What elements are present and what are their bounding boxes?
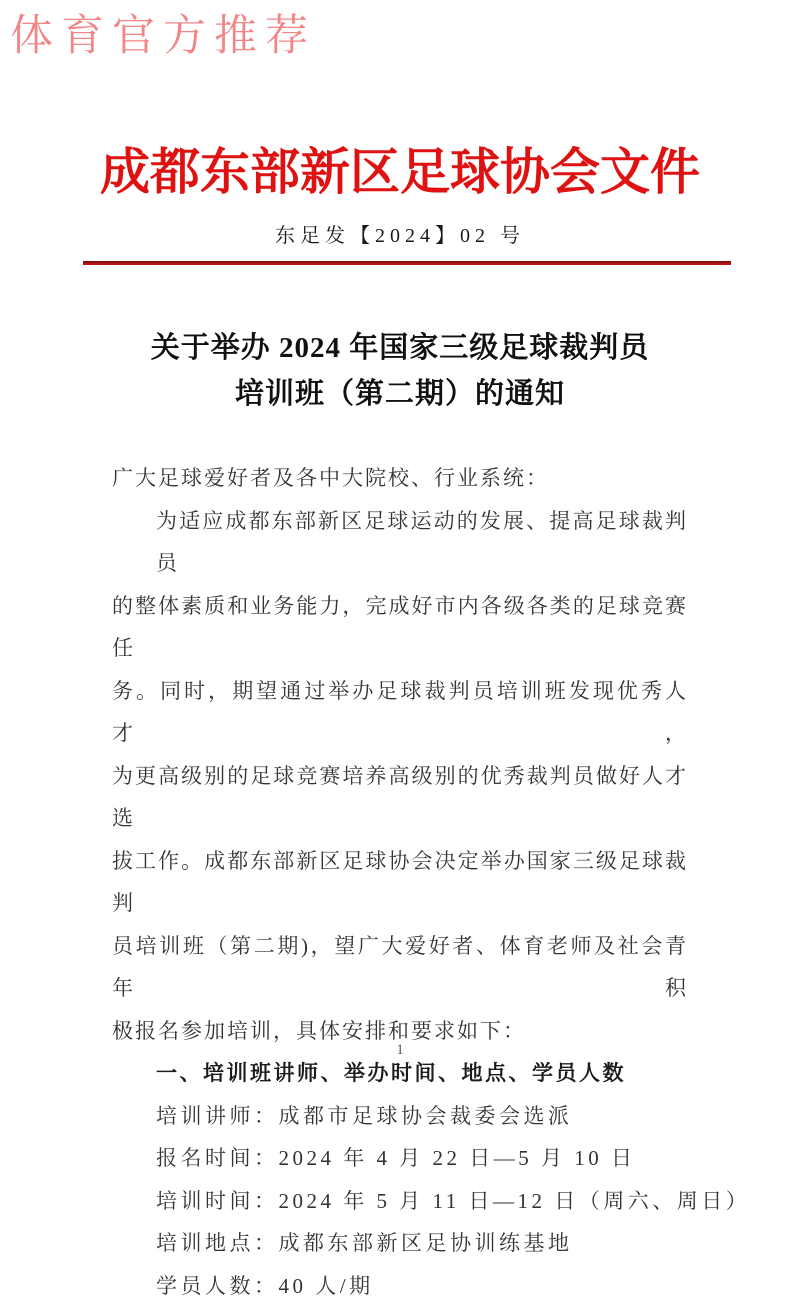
page-number: 1	[0, 1042, 800, 1059]
item-trainee-count: 学员人数：40 人/期	[112, 1265, 688, 1307]
notice-title-line1: 关于举办 2024 年国家三级足球裁判员	[0, 325, 800, 371]
item-registration-time: 报名时间：2024 年 4 月 22 日—5 月 10 日	[112, 1137, 688, 1180]
paragraph-line: 为更高级别的足球竞赛培养高级别的优秀裁判员做好人才选	[112, 755, 688, 840]
item-training-location: 培训地点：成都东部新区足协训练基地	[112, 1222, 688, 1265]
paragraph-line: 为适应成都东部新区足球运动的发展、提高足球裁判员	[112, 500, 688, 585]
item-trainer: 培训讲师：成都市足球协会裁委会选派	[112, 1095, 688, 1138]
paragraph-line: 的整体素质和业务能力，完成好市内各级各类的足球竞赛任	[112, 585, 688, 670]
paragraph-line: 务。同时，期望通过举办足球裁判员培训班发现优秀人才，	[112, 670, 688, 755]
document-body	[112, 457, 688, 1307]
item-training-time: 培训时间：2024 年 5 月 11 日—12 日（周六、周日）	[112, 1180, 688, 1223]
section-heading: 一、培训班讲师、举办时间、地点、学员人数	[112, 1052, 688, 1095]
red-divider-line	[83, 261, 731, 265]
doc-number: 东足发【2024】02 号	[0, 222, 800, 250]
notice-title	[0, 325, 800, 417]
notice-title-line2: 培训班（第二期）的通知	[0, 371, 800, 417]
paragraph-line: 极报名参加培训，具体安排和要求如下：	[112, 1010, 688, 1053]
paragraph-line: 拔工作。成都东部新区足球协会决定举办国家三级足球裁判	[112, 840, 688, 925]
salutation-line: 广大足球爱好者及各中大院校、行业系统：	[112, 457, 688, 500]
watermark-text: 体育官方推荐	[10, 2, 316, 63]
paragraph-line: 员培训班（第二期)，望广大爱好者、体育老师及社会青年积	[112, 925, 688, 1010]
org-title: 成都东部新区足球协会文件	[0, 0, 800, 208]
